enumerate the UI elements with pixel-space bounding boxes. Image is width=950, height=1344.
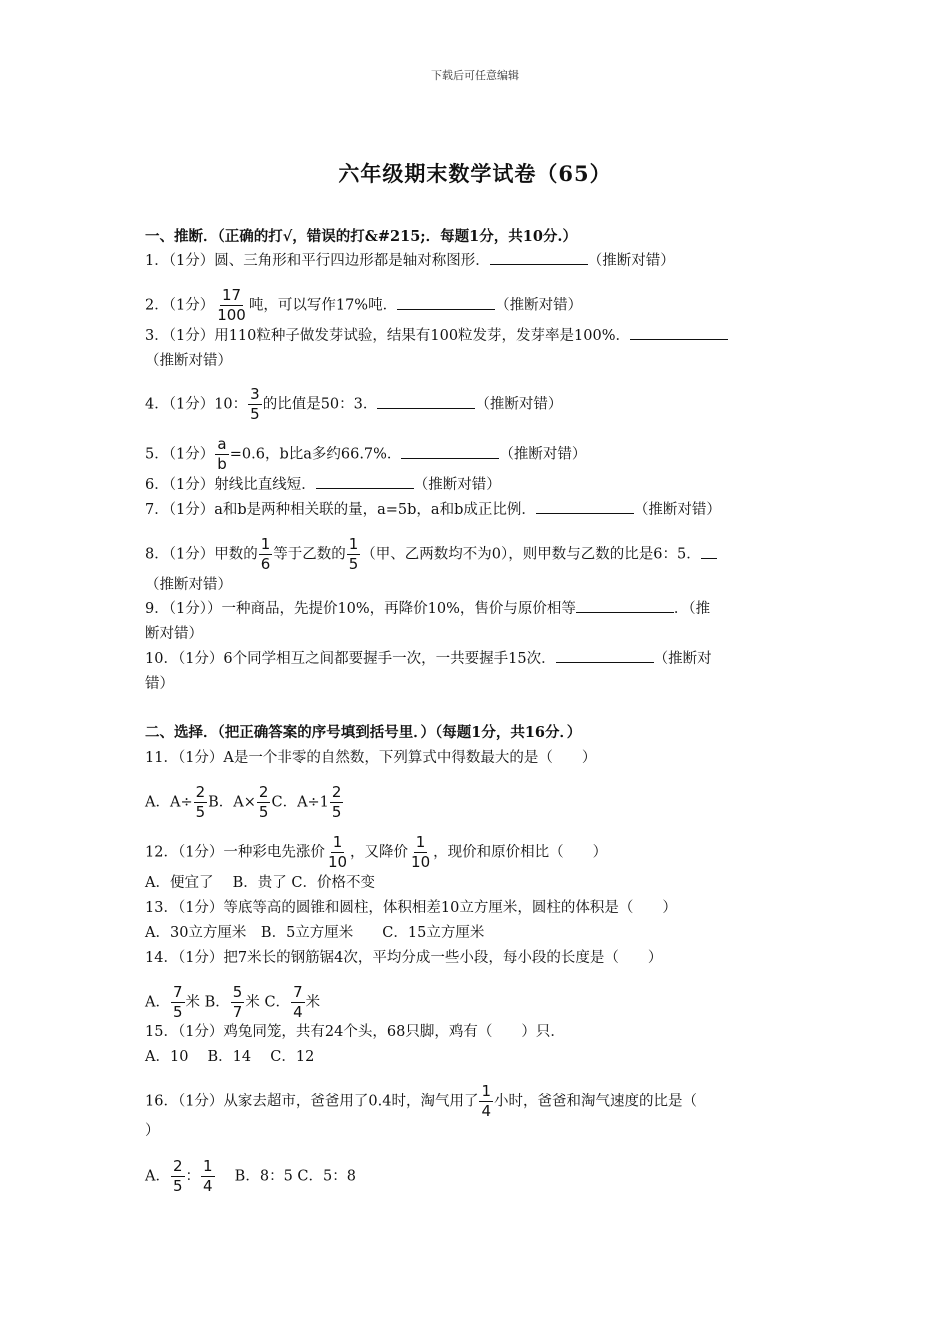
question-14: 14．（1分）把7米长的钢筋锯4次，平均分成一些小段，每小段的长度是（ ）	[145, 950, 663, 966]
option-a[interactable]: A．	[145, 1168, 170, 1185]
numerator: 17	[221, 286, 242, 304]
question-14-options	[145, 984, 810, 1021]
numerator: 1	[332, 833, 343, 851]
question-13: 13．（1分）等底等高的圆锥和圆柱，体积相差10立方厘米，圆柱的体积是（ ）	[145, 900, 677, 916]
answer-blank[interactable]	[401, 444, 499, 459]
question-text: 8．（1分）甲数的	[145, 546, 258, 563]
denominator: 5	[331, 803, 342, 821]
question-text: 5．（1分）	[145, 446, 215, 463]
numerator: 2	[258, 783, 269, 801]
fraction	[347, 536, 361, 573]
question-10-continued: 错）	[145, 676, 174, 692]
question-text: 16．（1分）从家去超市，爸爸用了0.4时，淘气用了	[145, 1093, 479, 1110]
unit-label: 米	[185, 994, 201, 1011]
fraction	[171, 984, 185, 1021]
question-text: ，现价和原价相比（ ）	[433, 844, 608, 861]
question-text: =0.6，b比a多约66.7%．	[229, 446, 402, 463]
unit-label: 米	[245, 994, 260, 1011]
numerator: 2	[172, 1157, 183, 1175]
option-b[interactable]: B．	[204, 994, 230, 1011]
numerator: 1	[348, 535, 359, 553]
question-2	[145, 287, 810, 324]
question-suffix: （推断对	[653, 651, 712, 667]
question-8	[145, 536, 810, 573]
fraction	[248, 386, 262, 423]
question-3	[145, 325, 810, 347]
question-15: 15．（1分）鸡兔同笼，共有24个头，68只脚，鸡有（ ）只．	[145, 1024, 565, 1040]
numerator: 7	[172, 983, 183, 1001]
option-c[interactable]: C．	[264, 994, 291, 1011]
numerator: 2	[195, 783, 206, 801]
question-text: 1．（1分）圆、三角形和平行四边形都是轴对称图形．	[145, 253, 490, 269]
numerator: 7	[293, 983, 303, 1001]
question-11: 11．（1分）A是一个非零的自然数，下列算式中得数最大的是（ ）	[145, 750, 597, 766]
question-suffix: （推断对错）	[587, 253, 675, 269]
question-3-continued: （推断对错）	[145, 353, 232, 369]
denominator: 10	[327, 853, 348, 871]
question-16-options	[145, 1158, 810, 1195]
numerator: 1	[203, 1157, 213, 1175]
section-1-heading: 一、推断．（正确的打√，错误的打&#215;．每题1分，共10分.）	[145, 228, 577, 245]
numerator: 1	[481, 1082, 492, 1100]
question-16-continued: ）	[145, 1123, 160, 1139]
question-4	[145, 386, 810, 423]
fraction	[215, 436, 229, 473]
denominator: 5	[348, 555, 359, 573]
question-text: 9．（1分））一种商品，先提价10%，再降价10%，售价与原价相等	[145, 601, 576, 617]
answer-blank[interactable]	[377, 394, 475, 409]
question-6	[145, 474, 810, 496]
fraction	[257, 784, 271, 821]
numerator: 1	[260, 535, 271, 553]
numerator: 1	[415, 833, 426, 851]
section-2-heading: 二、选择．（把正确答案的序号填到括号里．）（每题1分，共16分．）	[145, 724, 582, 741]
question-text: 吨，可以写作17%吨．	[248, 297, 398, 314]
question-12-options[interactable]: A．便宜了 B．贵了 C．价格不变	[145, 875, 375, 891]
ratio-colon: ：	[185, 1168, 201, 1185]
denominator: b	[217, 455, 227, 473]
numerator: 3	[250, 385, 260, 403]
question-text: 2．（1分）	[145, 297, 215, 314]
denominator: 6	[260, 555, 271, 573]
question-7	[145, 499, 810, 521]
question-text: （甲、乙两数均不为0），则甲数与乙数的比是6：5．	[361, 546, 701, 563]
question-text: 7．（1分）a和b是两种相关联的量，a=5b，a和b成正比例．	[145, 502, 536, 518]
question-suffix: （推断对错）	[475, 396, 563, 413]
question-text: 10．（1分）6个同学相互之间都要握手一次，一共要握手15次．	[145, 651, 556, 667]
question-13-options[interactable]: A．30立方厘米 B．5立方厘米 C．15立方厘米	[145, 925, 485, 941]
fraction	[231, 984, 245, 1021]
question-10	[145, 648, 810, 670]
denominator: 100	[217, 306, 246, 324]
option-b[interactable]: B．A×	[208, 794, 256, 811]
header-note: 下载后可任意编辑	[431, 69, 519, 82]
question-text: ，又降价	[350, 844, 409, 861]
question-15-options[interactable]: A．10 B．14 C．12	[145, 1049, 315, 1065]
denominator: 5	[195, 803, 206, 821]
question-8-continued: （推断对错）	[145, 577, 232, 593]
fraction	[330, 784, 344, 821]
fraction	[201, 1158, 215, 1195]
fraction	[409, 834, 432, 871]
question-text: 6．（1分）射线比直线短．	[145, 477, 316, 493]
question-12	[145, 834, 810, 871]
question-text: 3．（1分）用110粒种子做发芽试验，结果有100粒发芽，发芽率是100%．	[145, 328, 631, 344]
question-suffix: （推断对错）	[633, 502, 721, 518]
unit-label: 米	[305, 994, 321, 1011]
fraction	[171, 1158, 185, 1195]
question-text: 小时，爸爸和淘气速度的比是（	[494, 1093, 698, 1110]
numerator: a	[217, 435, 227, 453]
answer-blank[interactable]	[536, 499, 634, 514]
option-b-c[interactable]: B．8：5 C．5：8	[215, 1168, 356, 1185]
denominator: 4	[203, 1177, 213, 1195]
question-1	[145, 250, 810, 272]
question-suffix: （推断对错）	[495, 297, 583, 314]
denominator: 7	[232, 1003, 243, 1021]
denominator: 5	[258, 803, 269, 821]
answer-blank[interactable]	[576, 598, 674, 613]
answer-blank[interactable]	[556, 648, 654, 663]
fraction	[479, 1083, 493, 1120]
question-9	[145, 598, 810, 620]
answer-blank[interactable]	[630, 325, 728, 340]
answer-blank[interactable]	[316, 474, 414, 489]
option-a[interactable]: A．	[145, 994, 170, 1011]
question-9-continued: 断对错）	[145, 626, 203, 642]
fraction	[215, 287, 248, 324]
answer-blank[interactable]	[397, 295, 495, 310]
denominator: 10	[411, 853, 431, 871]
question-16	[145, 1083, 810, 1120]
numerator: 2	[331, 783, 342, 801]
question-suffix: ．（推	[673, 601, 711, 617]
denominator: 5	[172, 1177, 183, 1195]
answer-blank[interactable]	[490, 250, 588, 265]
question-text: 12．（1分）一种彩电先涨价	[145, 844, 325, 861]
question-text: 4．（1分）10：	[145, 396, 248, 413]
option-a[interactable]: A．A÷	[145, 794, 193, 811]
question-5	[145, 436, 810, 473]
question-11-options	[145, 784, 810, 821]
answer-blank[interactable]	[701, 544, 717, 559]
fraction	[194, 784, 208, 821]
option-c[interactable]: C．A÷1	[271, 794, 329, 811]
fraction	[291, 984, 305, 1021]
question-text: 等于乙数的	[273, 546, 346, 563]
page-title: 六年级期末数学试卷（65）	[338, 161, 612, 186]
question-suffix: （推断对错）	[413, 477, 501, 493]
denominator: 4	[481, 1102, 492, 1120]
denominator: 5	[250, 405, 260, 423]
question-text: 的比值是50：3．	[262, 396, 378, 413]
numerator: 5	[232, 983, 243, 1001]
fraction	[326, 834, 349, 871]
question-suffix: （推断对错）	[499, 446, 587, 463]
denominator: 5	[172, 1003, 183, 1021]
fraction	[259, 536, 273, 573]
denominator: 4	[293, 1003, 303, 1021]
